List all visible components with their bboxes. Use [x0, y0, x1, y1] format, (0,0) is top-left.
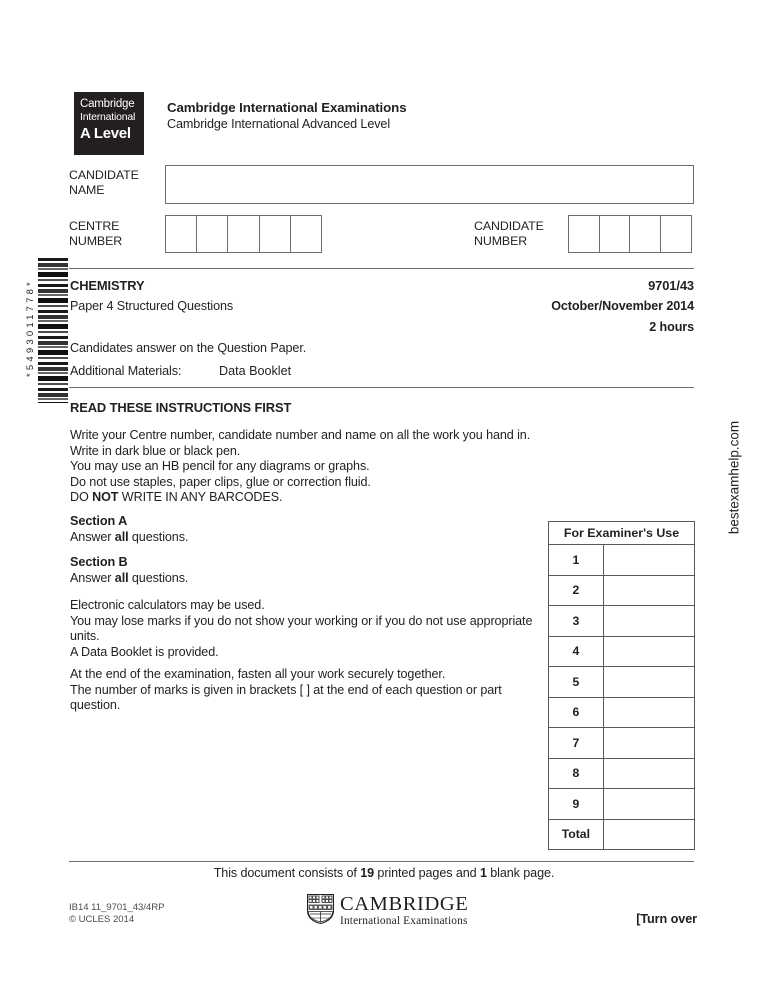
- copyright-notice: © UCLES 2014: [69, 914, 135, 925]
- mark-entry-cell[interactable]: [603, 606, 694, 637]
- barcode-line-suffix: WRITE IN ANY BARCODES.: [118, 490, 283, 505]
- section-a-body: [70, 530, 540, 546]
- blank-pages-count: 1: [479, 866, 487, 880]
- instructions-heading: READ THESE INSTRUCTIONS FIRST: [70, 400, 292, 415]
- cambridge-footer-logo: [307, 894, 468, 928]
- section-a-emphasis: all: [114, 530, 129, 544]
- paper-code: 9701/43: [648, 278, 694, 293]
- organisation-title: Cambridge International Examinations: [167, 100, 407, 115]
- centre-number-cell[interactable]: [259, 215, 291, 253]
- mark-entry-cell[interactable]: [603, 758, 694, 789]
- examiner-use-table: [548, 521, 695, 850]
- logo-line-3: A Level: [80, 125, 131, 142]
- divider-top: [69, 268, 694, 269]
- end-of-exam-notes: [70, 667, 540, 714]
- centre-number-input[interactable]: [165, 215, 322, 253]
- data-booklet-line: A Data Booklet is provided.: [70, 644, 219, 659]
- section-b-emphasis: all: [114, 571, 129, 585]
- barcode-region: [14, 258, 68, 403]
- calculator-line: Electronic calculators may be used.: [70, 598, 265, 612]
- centre-number-cell[interactable]: [290, 215, 322, 253]
- candidate-number-cell[interactable]: [568, 215, 600, 253]
- table-row: [549, 697, 695, 728]
- centre-number-cell[interactable]: [227, 215, 259, 253]
- barcode-line-prefix: DO: [70, 490, 93, 505]
- divider-middle: [69, 387, 694, 388]
- question-number: 8: [549, 758, 604, 789]
- additional-materials-label: Additional Materials:: [70, 364, 182, 378]
- section-b-heading: Section B: [70, 555, 128, 569]
- table-row-total: [549, 819, 695, 850]
- section-b-suffix: questions.: [128, 571, 189, 585]
- question-number: 5: [549, 667, 604, 698]
- mark-entry-cell[interactable]: [603, 697, 694, 728]
- question-number: 1: [549, 545, 604, 576]
- table-row: [549, 789, 695, 820]
- examiner-table-header: For Examiner's Use: [549, 522, 695, 545]
- fasten-line: At the end of the examination, fasten all your work securely together.: [70, 667, 446, 681]
- instruction-line: Write your Centre number, candidate number and name on all the work you hand in.: [70, 428, 531, 442]
- table-header-row: [549, 522, 695, 545]
- instruction-line: Do not use staples, paper clips, glue or correction fluid.: [70, 474, 371, 489]
- consists-suffix: blank page.: [486, 866, 555, 880]
- table-row: [549, 667, 695, 698]
- table-row: [549, 758, 695, 789]
- section-a-heading: Section A: [70, 514, 128, 528]
- mark-entry-cell[interactable]: [603, 667, 694, 698]
- exam-duration: 2 hours: [649, 320, 694, 334]
- table-row: [549, 545, 695, 576]
- question-number: 6: [549, 697, 604, 728]
- candidate-number-cell[interactable]: [629, 215, 661, 253]
- question-number: 2: [549, 575, 604, 606]
- candidate-name-input[interactable]: [165, 165, 694, 204]
- mark-entry-cell[interactable]: [603, 728, 694, 759]
- qualification-subtitle: Cambridge International Advanced Level: [167, 117, 391, 131]
- mark-entry-cell[interactable]: [603, 636, 694, 667]
- question-number: 7: [549, 728, 604, 759]
- centre-number-label: CENTRE NUMBER: [69, 219, 123, 248]
- centre-number-cell[interactable]: [165, 215, 197, 253]
- instructions-list: [70, 428, 530, 506]
- mark-entry-cell[interactable]: [603, 789, 694, 820]
- turn-over-label: [Turn over: [636, 912, 697, 926]
- marks-brackets-line: The number of marks is given in brackets [ ] at the end of each question or part question.: [70, 682, 502, 713]
- candidate-number-cell[interactable]: [599, 215, 631, 253]
- cambridge-wordmark: [340, 894, 468, 928]
- mark-entry-cell[interactable]: [603, 545, 694, 576]
- candidate-number-cell[interactable]: [660, 215, 692, 253]
- answer-instruction: Candidates answer on the Question Paper.: [70, 341, 307, 355]
- table-row: [549, 728, 695, 759]
- question-number: 9: [549, 789, 604, 820]
- consists-mid: printed pages and: [374, 866, 480, 880]
- candidate-number-input[interactable]: [568, 215, 692, 253]
- exam-session: October/November 2014: [551, 299, 694, 313]
- calculator-notes: [70, 598, 540, 660]
- barcode-line-emphasis: NOT: [92, 490, 119, 505]
- barcode-digits: *5493011778*: [25, 279, 36, 377]
- divider-footer: [69, 861, 694, 862]
- ib-code: IB14 11_9701_43/4RP: [69, 902, 165, 913]
- instruction-line: Write in dark blue or black pen.: [70, 443, 241, 458]
- additional-materials-value: Data Booklet: [219, 364, 292, 378]
- instruction-line-barcodes: [70, 490, 530, 506]
- publication-code-block: [69, 902, 164, 926]
- printed-pages-count: 19: [360, 866, 375, 880]
- logo-line-2: International: [80, 111, 136, 123]
- total-label: Total: [549, 819, 604, 850]
- cambridge-crest-icon: [307, 894, 334, 924]
- candidate-name-label: CANDIDATE NAME: [69, 168, 139, 197]
- section-a-suffix: questions.: [128, 530, 189, 544]
- document-page-count: [0, 866, 768, 880]
- consists-prefix: This document consists of: [213, 866, 361, 880]
- site-watermark: bestexamhelp.com: [726, 420, 742, 535]
- cambridge-a-level-logo: [74, 92, 144, 155]
- logo-line-1: Cambridge: [80, 98, 135, 110]
- section-b-prefix: Answer: [70, 571, 115, 585]
- question-number: 3: [549, 606, 604, 637]
- section-a-prefix: Answer: [70, 530, 115, 544]
- cambridge-word: CAMBRIDGE: [340, 893, 469, 915]
- table-row: [549, 636, 695, 667]
- subject-name: CHEMISTRY: [70, 278, 145, 293]
- barcode-icon: [38, 258, 68, 403]
- paper-name: Paper 4 Structured Questions: [70, 299, 234, 313]
- section-b-body: [70, 571, 540, 587]
- instruction-line: You may use an HB pencil for any diagrams or graphs.: [70, 459, 370, 474]
- table-row: [549, 606, 695, 637]
- table-row: [549, 575, 695, 606]
- mark-entry-cell[interactable]: [603, 575, 694, 606]
- total-entry-cell[interactable]: [603, 819, 694, 850]
- cambridge-subword: International Examinations: [340, 915, 468, 927]
- question-number: 4: [549, 636, 604, 667]
- centre-number-cell[interactable]: [196, 215, 228, 253]
- working-line: You may lose marks if you do not show your working or if you do not use appropriate units.: [70, 613, 533, 644]
- candidate-number-label: CANDIDATE NUMBER: [474, 219, 544, 248]
